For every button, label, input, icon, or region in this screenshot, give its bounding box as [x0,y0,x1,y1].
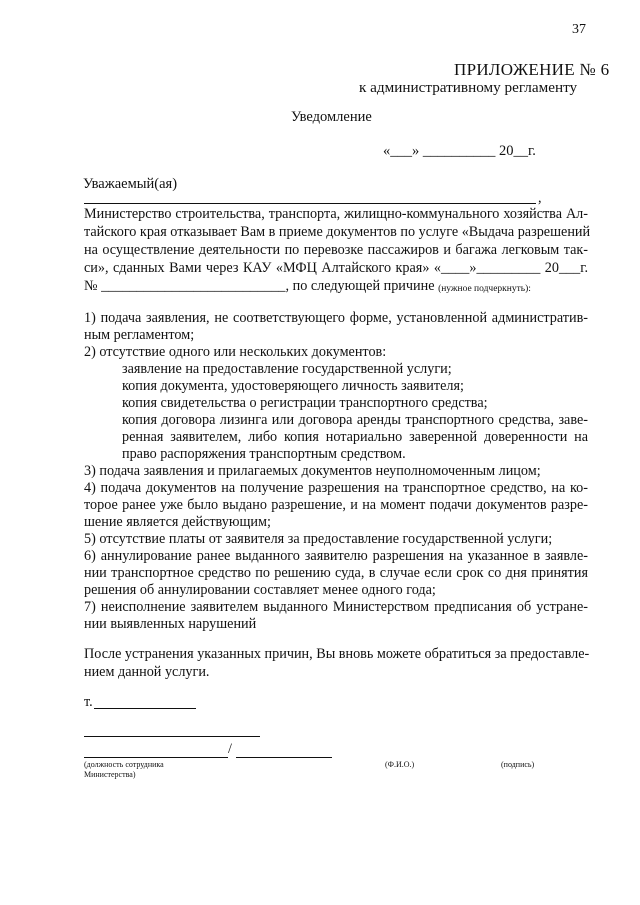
number-line-text: № __________________________, по следующей причине [84,278,435,294]
reason-line: 3) подача заявления и прилагаемых документов неуполномоченным лицом; [84,463,541,479]
reason-line: нии выявленных нарушений [84,616,257,632]
caption-fio: (Ф.И.О.) [385,760,415,769]
phone-label: т. [84,694,93,710]
date-line: «___» __________ 20__г. [383,143,536,159]
signature-top-line [84,736,260,737]
reason-subitem: право распоряжения транспортным средством. [122,446,406,462]
number-line [84,278,531,297]
reason-subitem: копия документа, удостоверяющего личность заявителя; [122,378,464,394]
phone-line [94,708,196,709]
page-number: 37 [572,22,586,37]
reason-line: нии транспортное средство по решению суда, в случае если срок со дня принятия [84,565,588,581]
document-title: Уведомление [291,109,372,125]
reason-line: торое ранее уже было выдано разрешение, и на момент подачи документов разре- [84,497,588,513]
reason-line: решения об аннулировании составляет менее одного года; [84,582,436,598]
reason-line: шение является действующим; [84,514,271,530]
intro-line: на осуществление деятельности по перевозке пассажиров и багажа легковым так- [84,242,588,258]
reason-subitem: копия свидетельства о регистрации транспортного средства; [122,395,488,411]
fio-line [236,757,332,758]
caption-position-ministry: Министерства) [84,770,136,779]
reason-line: 4) подача документов на получение разрешения на транспортное средство, на ко- [84,480,588,496]
reason-line: 6) аннулирование ранее выданного заявителю разрешения на указанное в заявле- [84,548,588,564]
intro-line: тайского края отказывает Вам в приеме документов по услуге «Выдача разрешений [84,224,591,240]
number-line-note: (нужное подчеркнуть): [438,284,531,294]
appendix-title: ПРИЛОЖЕНИЕ № 6 [454,60,610,79]
caption-signature: (подпись) [501,760,535,769]
reason-line: 1) подача заявления, не соответствующего форме, установленной административ- [84,310,588,326]
reason-line: 2) отсутствие одного или нескольких документов: [84,344,387,360]
intro-line: си», сданных Вами через КАУ «МФЦ Алтайского края» «____»_________ 20___г. [84,260,588,276]
position-line [84,757,228,758]
recipient-name-line [84,203,536,204]
greeting: Уважаемый(ая) [83,176,178,192]
intro-line: Министерство строительства, транспорта, жилищно-коммунального хозяйства Ал- [84,206,588,222]
reason-line: ным регламентом; [84,327,195,343]
reason-line: 7) неисполнение заявителем выданного Министерством предписания об устране- [84,599,588,615]
signature-slash: / [228,741,232,757]
caption-position: (должность сотрудника [84,760,164,769]
reason-subitem: копия договора лизинга или договора аренды транспортного средства, заве- [122,412,588,428]
reason-subitem: заявление на предоставление государственной услуги; [122,361,452,377]
appendix-subtitle: к административному регламенту [359,79,578,96]
closing-line: После устранения указанных причин, Вы вновь можете обратиться за предоставле- [84,646,590,662]
reason-subitem: ренная заявителем, либо копия нотариально заверенной доверенности на [122,429,588,445]
closing-line: нием данной услуги. [84,664,210,680]
recipient-name-comma: , [538,190,542,206]
reason-line: 5) отсутствие платы от заявителя за предоставление государственной услуги; [84,531,553,547]
